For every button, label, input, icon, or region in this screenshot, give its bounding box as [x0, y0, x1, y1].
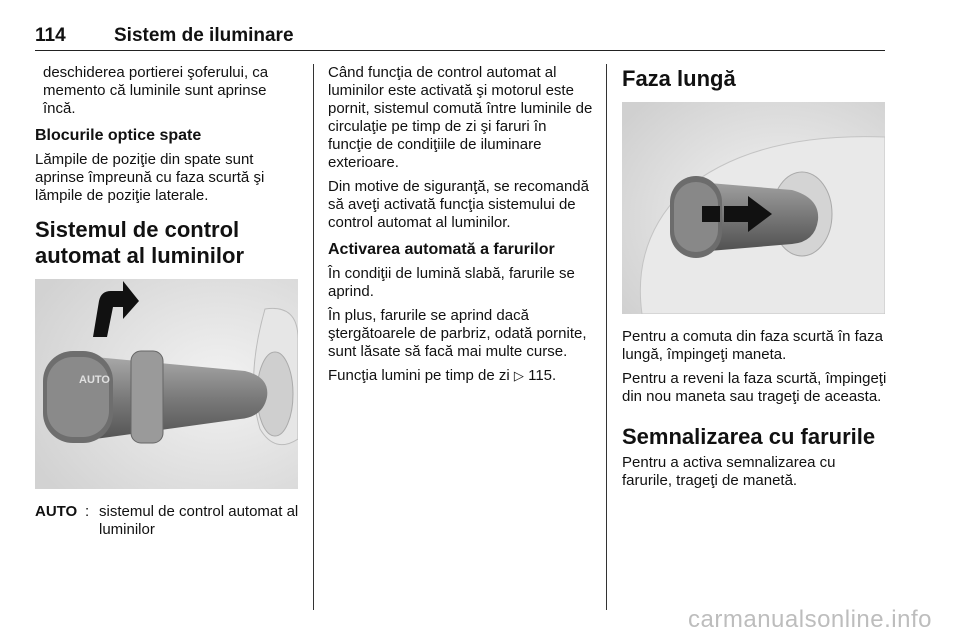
auto-activation-heading: Activarea automată a farurilor [328, 241, 555, 258]
auto-light-control-heading: Sistemul de control automat al luminilor [35, 217, 245, 268]
column-divider [313, 64, 314, 610]
rear-lights-heading: Blocurile optice spate [35, 127, 202, 144]
low-light-paragraph: În condiţii de lumină slabă, farurile se aprind. [328, 265, 575, 300]
page-header [35, 22, 885, 51]
high-beam-on-paragraph: Pentru a comuta din faza scurtă în faza lungă, împingeţi maneta. [622, 328, 883, 363]
page-title: Sistem de iluminare [114, 25, 294, 46]
wipers-paragraph: În plus, farurile se aprind dacă ştergătoarele de parbriz, odată pornite, sunt lăsate să facă mai multe curse. [328, 307, 587, 360]
high-beam-off-paragraph: Pentru a reveni la faza scurtă, împingeţi din nou maneta sau trageţi de aceasta. [622, 370, 887, 405]
column-divider [606, 64, 607, 610]
definition-term: AUTO [35, 503, 78, 520]
stalk-auto-label: AUTO [79, 374, 110, 386]
safety-paragraph: Din motive de siguranţă, se recomandă să aveţi activată funcţia sistemului de control automat al luminilor. [328, 178, 589, 231]
ref-arrow-icon: ▷ [513, 368, 524, 383]
column-right [622, 64, 887, 496]
headlight-flash-heading: Semnalizarea cu farurile [622, 424, 876, 449]
light-stalk-auto-illustration [35, 279, 298, 489]
auto-control-paragraph: Când funcţia de control automat al luminilor este activată şi motorul este pornit, sistemul comută între luminile de circulaţie pe timp de zi şi faruri în funcţie de condiţiile de iluminare exterioare. [328, 64, 593, 171]
column-left [35, 64, 300, 539]
continuation-paragraph: deschiderea portierei şoferului, ca memento că luminile sunt aprinse încă. [43, 64, 269, 117]
light-stalk-push-illustration [622, 102, 885, 314]
definition-description: sistemul de control automat al luminilor [99, 503, 299, 538]
watermark: carmanualsonline.info [688, 606, 932, 633]
rear-lights-paragraph: Lămpile de poziţie din spate sunt aprinse împreună cu faza scurtă şi lămpile de poziţie laterale. [35, 151, 265, 204]
high-beam-heading: Faza lungă [622, 66, 736, 91]
headlight-flash-paragraph: Pentru a activa semnalizarea cu farurile, trageţi de manetă. [622, 454, 836, 489]
definition-item [35, 503, 300, 539]
reference-page[interactable]: 115. [528, 367, 557, 384]
column-middle [328, 64, 593, 391]
daytime-lights-reference [328, 367, 593, 385]
page-number: 114 [35, 25, 66, 46]
definition-colon: : [85, 503, 90, 520]
reference-text: Funcţia lumini pe timp de zi [328, 367, 510, 384]
